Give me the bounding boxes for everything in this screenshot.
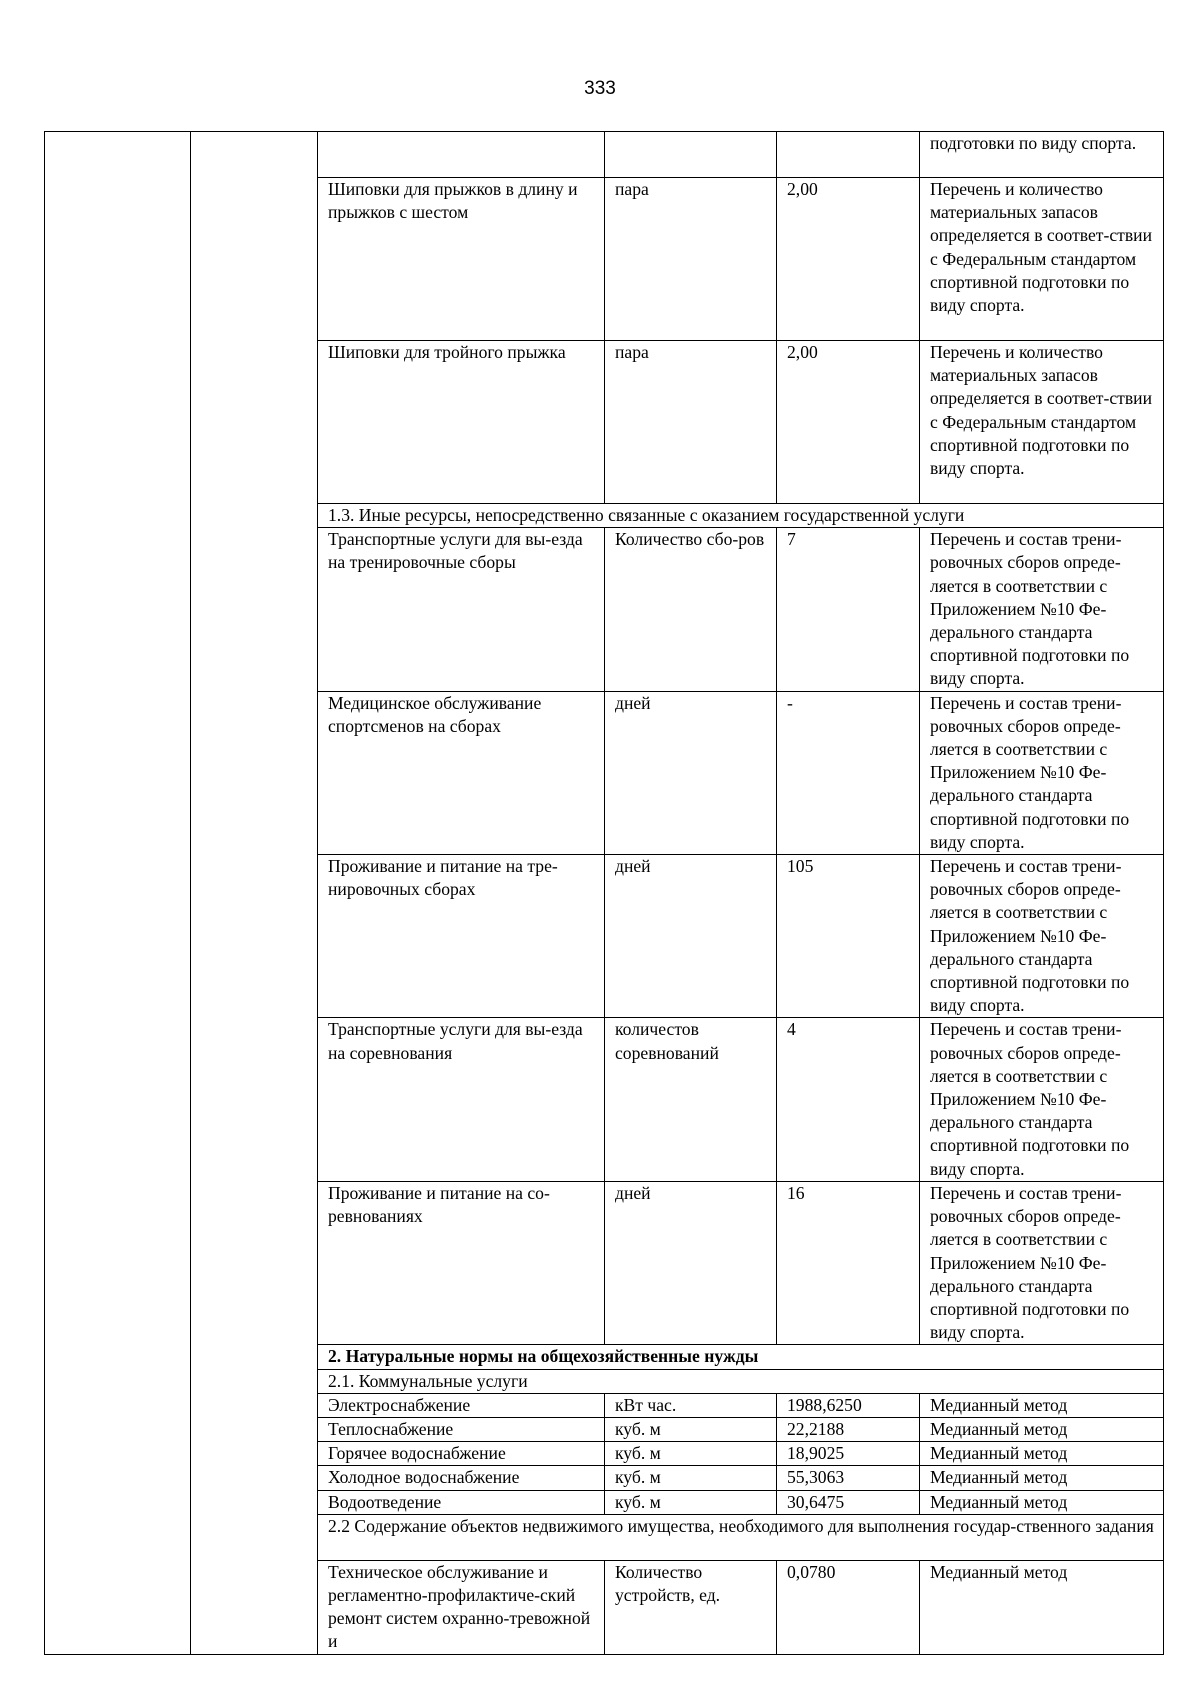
note-cell: Медианный метод <box>920 1417 1164 1441</box>
value-cell: 30,6475 <box>777 1490 920 1514</box>
note-cell: Перечень и количество материальных запасов определяется в соответ-ствии с Федеральным стандартом спортивной подготовки по виду спорта. <box>920 341 1164 504</box>
unit-cell: пара <box>605 341 777 504</box>
note-cell: Медианный метод <box>920 1442 1164 1466</box>
note-cell: Перечень и состав трени-ровочных сборов опреде-ляется в соответствии с Приложением №10 Фе-дерального стандарта спортивной подготовки по виду спорта. <box>920 691 1164 854</box>
resource-name-cell: Медицинское обслуживание спортсменов на сборах <box>318 691 605 854</box>
unit-cell: дней <box>605 691 777 854</box>
resource-name-cell: Теплоснабжение <box>318 1417 605 1441</box>
note-cell: Медианный метод <box>920 1560 1164 1654</box>
unit-cell: пара <box>605 178 777 341</box>
unit-cell: куб. м <box>605 1466 777 1490</box>
unit-cell: кВт час. <box>605 1393 777 1417</box>
unit-cell: дней <box>605 1181 777 1344</box>
unit-cell: куб. м <box>605 1490 777 1514</box>
note-cell: Перечень и состав трени-ровочных сборов опреде-ляется в соответствии с Приложением №10 Фе-дерального стандарта спортивной подготовки по виду спорта. <box>920 528 1164 691</box>
value-cell: 22,2188 <box>777 1417 920 1441</box>
value-cell: - <box>777 691 920 854</box>
unit-cell: Количество сбо-ров <box>605 528 777 691</box>
value-cell: 4 <box>777 1018 920 1181</box>
resource-name-cell: Шиповки для тройного прыжка <box>318 341 605 504</box>
unit-cell: куб. м <box>605 1417 777 1441</box>
resource-name-cell: Шиповки для прыжков в длину и прыжков с шестом <box>318 178 605 341</box>
resource-name-cell: Горячее водоснабжение <box>318 1442 605 1466</box>
unit-cell <box>605 132 777 178</box>
left-blank-cell-2 <box>191 132 318 1655</box>
value-cell: 16 <box>777 1181 920 1344</box>
page-number: 333 <box>584 78 616 99</box>
resource-name-cell: Холодное водоснабжение <box>318 1466 605 1490</box>
unit-cell: количестов соревнований <box>605 1018 777 1181</box>
value-cell: 105 <box>777 855 920 1018</box>
note-cell: подготовки по виду спорта. <box>920 132 1164 178</box>
note-cell: Перечень и количество материальных запасов определяется в соответ-ствии с Федеральным стандартом спортивной подготовки по виду спорта. <box>920 178 1164 341</box>
note-cell: Медианный метод <box>920 1490 1164 1514</box>
note-cell: Перечень и состав трени-ровочных сборов опреде-ляется в соответствии с Приложением №10 Фе-дерального стандарта спортивной подготовки по виду спорта. <box>920 1018 1164 1181</box>
section-heading: 2. Натуральные нормы на общехозяйственные нужды <box>318 1345 1164 1369</box>
unit-cell: дней <box>605 855 777 1018</box>
resource-name-cell: Транспортные услуги для вы-езда на соревнования <box>318 1018 605 1181</box>
section-heading: 2.1. Коммунальные услуги <box>318 1369 1164 1393</box>
resource-name-cell: Техническое обслуживание и регламентно-профилактиче-ский ремонт систем охранно-тревожной и <box>318 1560 605 1654</box>
value-cell: 7 <box>777 528 920 691</box>
resource-name-cell: Водоотведение <box>318 1490 605 1514</box>
note-cell: Перечень и состав трени-ровочных сборов опреде-ляется в соответствии с Приложением №10 Фе-дерального стандарта спортивной подготовки по виду спорта. <box>920 1181 1164 1344</box>
value-cell: 2,00 <box>777 178 920 341</box>
resource-name-cell: Электроснабжение <box>318 1393 605 1417</box>
note-cell: Медианный метод <box>920 1466 1164 1490</box>
section-heading: 2.2 Содержание объектов недвижимого имущества, необходимого для выполнения государ-ственного задания <box>318 1514 1164 1560</box>
value-cell: 55,3063 <box>777 1466 920 1490</box>
resource-name-cell: Транспортные услуги для вы-езда на тренировочные сборы <box>318 528 605 691</box>
unit-cell: Количество устройств, ед. <box>605 1560 777 1654</box>
value-cell <box>777 132 920 178</box>
left-blank-cell-1 <box>45 132 191 1655</box>
value-cell: 1988,6250 <box>777 1393 920 1417</box>
table-row <box>45 132 1164 178</box>
section-heading: 1.3. Иные ресурсы, непосредственно связанные с оказанием государственной услуги <box>318 504 1164 528</box>
resource-name-cell: Проживание и питание на со-ревнованиях <box>318 1181 605 1344</box>
value-cell: 0,0780 <box>777 1560 920 1654</box>
value-cell: 18,9025 <box>777 1442 920 1466</box>
resources-table <box>44 131 1164 1655</box>
value-cell: 2,00 <box>777 341 920 504</box>
resource-name-cell <box>318 132 605 178</box>
note-cell: Перечень и состав трени-ровочных сборов опреде-ляется в соответствии с Приложением №10 Фе-дерального стандарта спортивной подготовки по виду спорта. <box>920 855 1164 1018</box>
resource-name-cell: Проживание и питание на тре-нировочных сборах <box>318 855 605 1018</box>
unit-cell: куб. м <box>605 1442 777 1466</box>
note-cell: Медианный метод <box>920 1393 1164 1417</box>
